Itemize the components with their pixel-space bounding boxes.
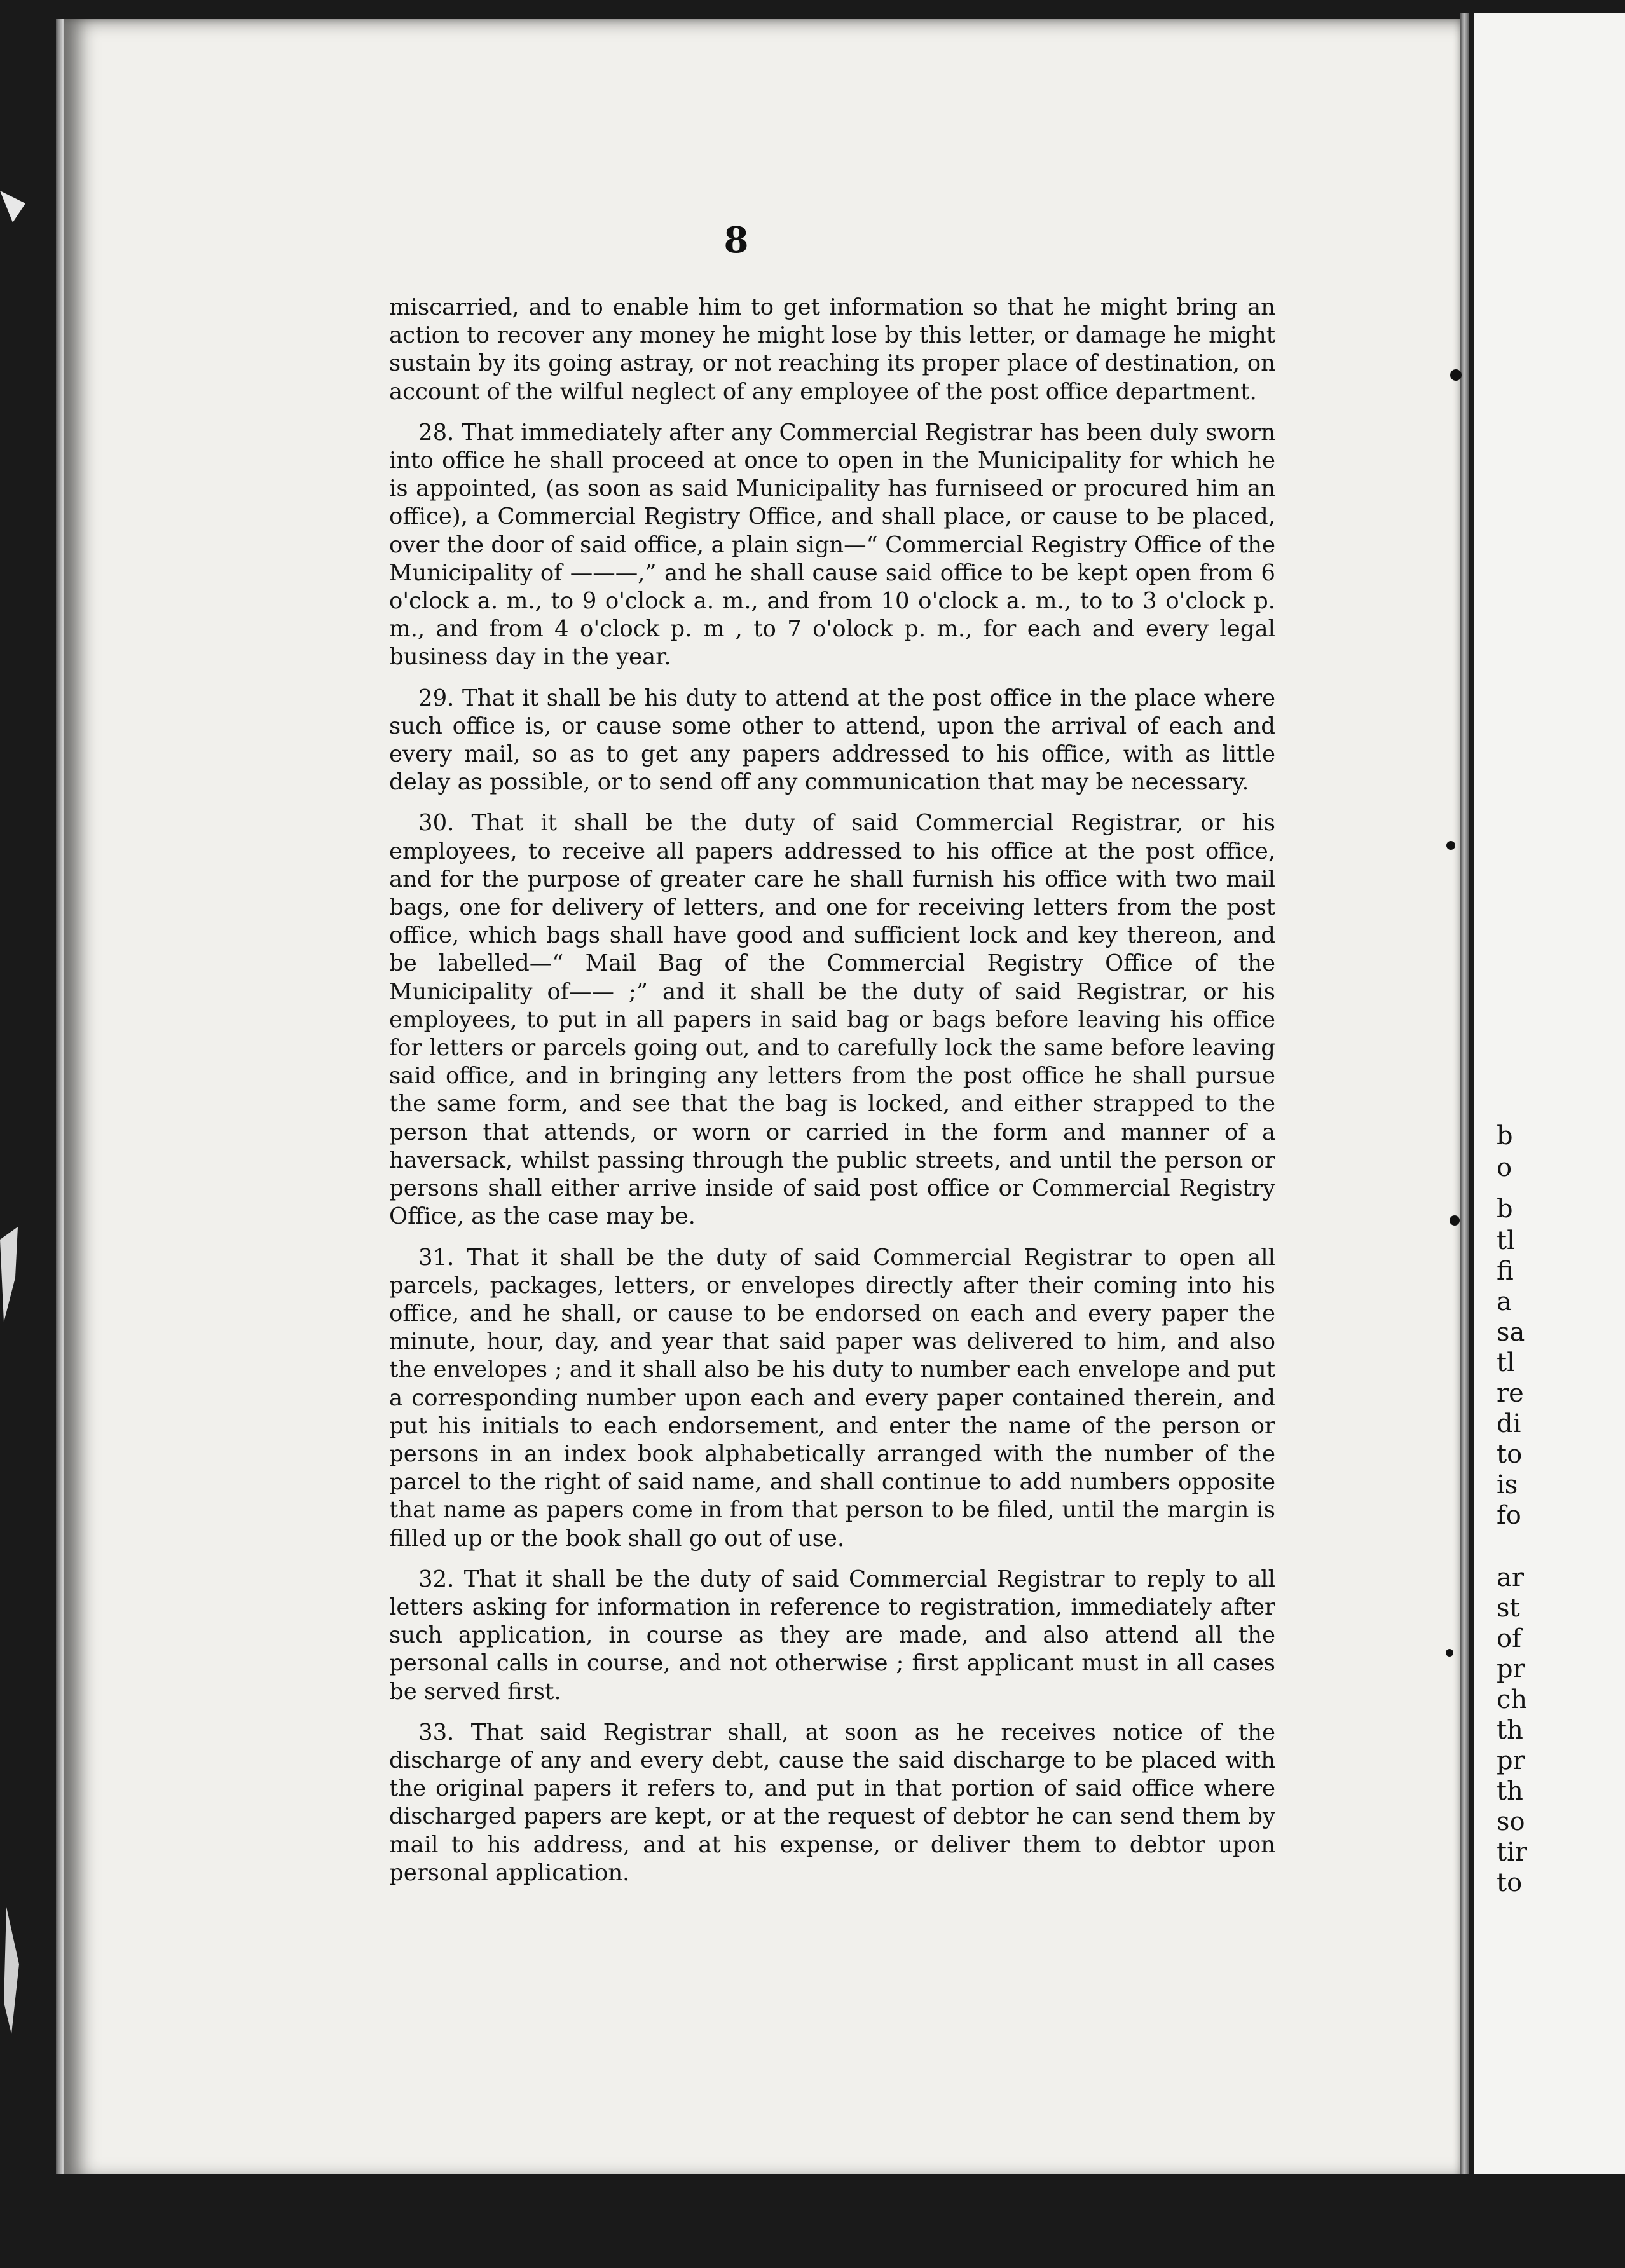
paragraph-continuation: miscarried, and to enable him to get information so that he might bring an action to recover any money he might lose by this letter, or damage he might sustain by its going astray, or not reaching its proper place of destination, on account of the wilful neglect of any employee of the post office department. (389, 294, 1275, 405)
next-page-fragment: th (1497, 1777, 1523, 1806)
next-page-fragment: fi (1497, 1257, 1514, 1286)
paragraph-section-33: 33. That said Registrar shall, at soon as he receives notice of the discharge of any and every debt, cause the said discharge to be placed with the original papers it refers to, and put in that portion of said office where discharged papers are kept, or at the request of debtor he can send them by mail to his address, and at his expense, or deliver them to debtor upon personal application. (389, 1719, 1275, 1886)
next-page-fragment: pr (1497, 1655, 1525, 1684)
next-page-fragment: sa (1497, 1318, 1525, 1347)
next-page-fragment: so (1497, 1807, 1525, 1836)
next-page-fragment: b (1497, 1121, 1513, 1151)
next-page-fragment: tl (1497, 1226, 1515, 1255)
next-page-fragment: th (1497, 1716, 1523, 1745)
next-page-fragment: st (1497, 1594, 1520, 1623)
page-edge-right (1460, 13, 1469, 2199)
next-page-fragment: b (1497, 1194, 1513, 1224)
next-page-fragment: to (1497, 1440, 1523, 1469)
next-page-fragment: re (1497, 1379, 1524, 1408)
paragraph-section-32: 32. That it shall be the duty of said Commercial Registrar to reply to all letters asking for information in reference to registration, immediately after such application, in course as they are made, and also attend all the personal calls in course, and not otherwise ; first applicant must in all cases be served first. (389, 1566, 1275, 1705)
next-page-fragment: a (1497, 1287, 1512, 1316)
next-page-fragment: is (1497, 1470, 1518, 1499)
next-page-fragment: tir (1497, 1838, 1527, 1867)
next-page-fragment: ch (1497, 1685, 1528, 1714)
paragraph-section-28: 28. That immediately after any Commercial Registrar has been duly sworn into office he shall proceed at once to open in the Municipality for which he is appointed, (as soon as said Municipality has furniseed or procured him an office), a Commercial Registry Office, and shall place, or cause to be placed, over the door of said office, a plain sign—“ Commercial Registry Office of the Municipality of ———,” and he shall cause said office to be kept open from 6 o'clock a. m., to 9 o'clock a. m., and from 10 o'clock a. m., to to 3 o'clock p. m., and from 4 o'clock p. m , to 7 o'olock p. m., for each and every legal business day in the year. (389, 419, 1275, 671)
next-page-fragment: o (1497, 1153, 1512, 1182)
next-page-fragment: fo (1497, 1501, 1521, 1530)
next-page-strip (1474, 13, 1625, 2187)
paragraph-section-31: 31. That it shall be the duty of said Commercial Registrar to open all parcels, packages, letters, or envelopes directly after their coming into his office, and he shall, or cause to be endorsed on each and every paper the minute, hour, day, and year that said paper was delivered to him, and also the envelopes ; and it shall also be his duty to number each envelope and put a corresponding number upon each and every paper contained therein, and put his initials to each endorsement, and enter the name of the person or persons in an index book alphabetically arranged with the number of the parcel to the right of said name, and shall continue to add numbers opposite that name as papers come in from that person to be filed, until the margin is filled up or the book shall go out of use. (389, 1244, 1275, 1552)
next-page-fragment: to (1497, 1868, 1523, 1897)
paragraph-section-30: 30. That it shall be the duty of said Commercial Registrar, or his employees, to receive all papers addressed to his office at the post office, and for the purpose of greater care he shall furnish his office with two mail bags, one for delivery of letters, and one for receiving letters from the post office, which bags shall have good and sufficient lock and key thereon, and be labelled—“ Mail Bag of the Commercial Registry Office of the Municipality of—— ;” and it shall be the duty of said Registrar, or his employees, to put in all papers in said bag or bags before leaving his office for letters or parcels going out, and to carefully lock the same before leaving said office, and in bringing any letters from the post office he shall pursue the same form, and see that the bag is locked, and either strapped to the person that attends, or worn or carried in the form and manner of a haversack, whilst passing through the public streets, and until the person or persons shall either arrive inside of said post office or Commercial Registry Office, as the case may be. (389, 810, 1275, 1230)
next-page-fragment: of (1497, 1624, 1521, 1653)
next-page-fragment: tl (1497, 1348, 1515, 1377)
next-page-fragment: di (1497, 1409, 1521, 1438)
next-page-fragment: pr (1497, 1746, 1525, 1775)
next-page-fragment: ar (1497, 1563, 1524, 1592)
scanner-bed-bottom (0, 2174, 1625, 2268)
page-body (389, 294, 1275, 1900)
paragraph-section-29: 29. That it shall be his duty to attend at the post office in the place where such office is, or cause some other to attend, upon the arrival of each and every mail, so as to get any papers addressed to his office, with as little delay as possible, or to send off any communication that may be necessary. (389, 685, 1275, 796)
page-number: 8 (723, 219, 749, 261)
